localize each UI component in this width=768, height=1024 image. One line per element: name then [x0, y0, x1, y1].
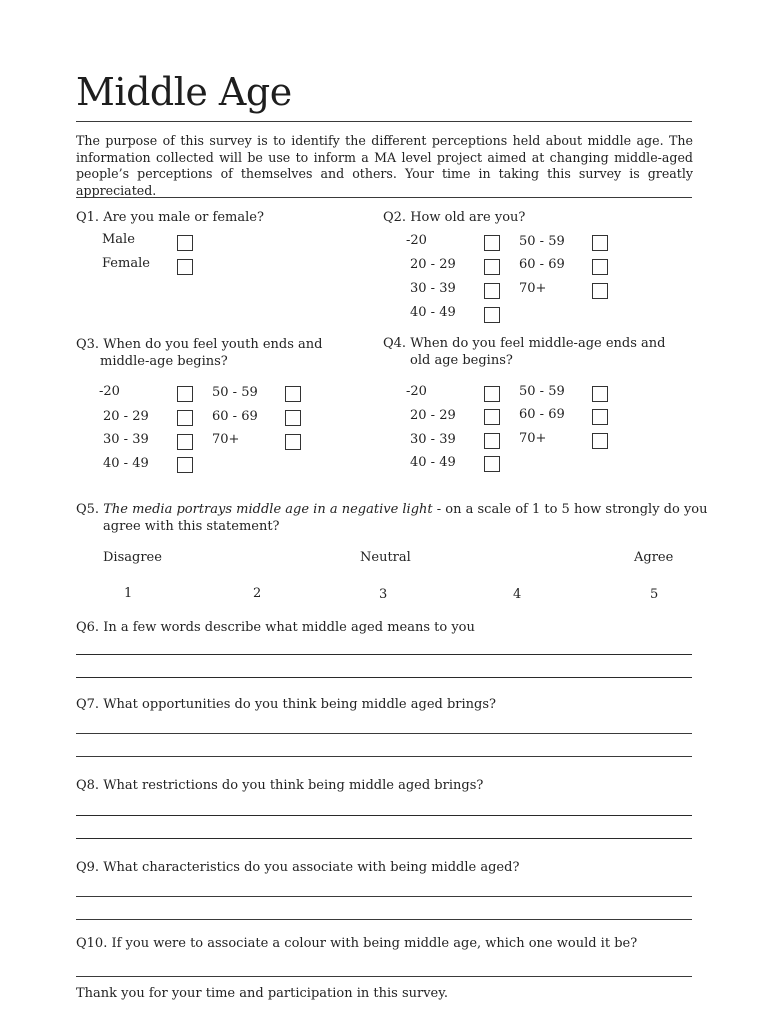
q2-checkbox[interactable]	[484, 283, 500, 299]
q3-label: Q3. When do you feel youth ends and	[76, 337, 323, 352]
q2-checkbox[interactable]	[484, 307, 500, 323]
q3-checkbox[interactable]	[285, 386, 301, 402]
q9-answer-line[interactable]	[76, 919, 692, 920]
q3-option: 40 - 49	[103, 456, 149, 471]
q5-scale-agree: Agree	[634, 550, 674, 565]
intro-paragraph: The purpose of this survey is to identify the different perceptions held about middle age. The information collected will be use to inform a MA level project aimed at changing middle-aged people’s perceptions of themselves and others. Your time in taking this survey is greatly appreciated.	[76, 133, 693, 198]
q2-option: 70+	[519, 281, 547, 296]
title-divider	[76, 121, 692, 122]
q4-option: 30 - 39	[410, 432, 456, 447]
q2-checkbox[interactable]	[592, 283, 608, 299]
q9-label: Q9. What characteristics do you associate with being middle aged?	[76, 860, 520, 875]
q5-label	[76, 501, 708, 518]
q3-label-continued: middle-age begins?	[100, 354, 228, 369]
q4-checkbox[interactable]	[592, 409, 608, 425]
q3-option: 30 - 39	[103, 432, 149, 447]
q5-scale-neutral: Neutral	[360, 550, 411, 565]
q2-option: -20	[406, 233, 427, 248]
q1-option-female: Female	[102, 256, 150, 271]
q2-option: 60 - 69	[519, 257, 565, 272]
q3-option: 60 - 69	[212, 409, 258, 424]
q4-checkbox[interactable]	[592, 386, 608, 402]
q5-scale-option-5[interactable]: 5	[650, 587, 659, 602]
q10-answer-line[interactable]	[76, 976, 692, 977]
intro-divider	[76, 197, 692, 198]
q3-option: 50 - 59	[212, 385, 258, 400]
q1-label: Q1. Are you male or female?	[76, 210, 264, 225]
q6-answer-line[interactable]	[76, 677, 692, 678]
q6-label: Q6. In a few words describe what middle aged means to you	[76, 620, 475, 635]
q10-label: Q10. If you were to associate a colour with being middle age, which one would it be?	[76, 936, 638, 951]
q4-option: 60 - 69	[519, 407, 565, 422]
q1-checkbox-male[interactable]	[177, 235, 193, 251]
q4-option: 20 - 29	[410, 408, 456, 423]
q3-checkbox[interactable]	[177, 386, 193, 402]
q5-scale-option-3[interactable]: 3	[379, 587, 388, 602]
q4-checkbox[interactable]	[484, 433, 500, 449]
q9-answer-line[interactable]	[76, 896, 692, 897]
q2-option: 30 - 39	[410, 281, 456, 296]
q3-checkbox[interactable]	[285, 410, 301, 426]
q5-scale-option-4[interactable]: 4	[513, 587, 522, 602]
q8-label: Q8. What restrictions do you think being middle aged brings?	[76, 778, 484, 793]
page-title: Middle Age	[76, 70, 292, 114]
q4-option: -20	[406, 384, 427, 399]
q7-answer-line[interactable]	[76, 733, 692, 734]
q5-suffix: - on a scale of 1 to 5 how strongly do you	[432, 502, 708, 517]
q2-label: Q2. How old are you?	[383, 210, 526, 225]
q5-scale-disagree: Disagree	[103, 550, 162, 565]
q3-checkbox[interactable]	[177, 457, 193, 473]
q5-scale-option-1[interactable]: 1	[124, 586, 133, 601]
q5-label-continued: agree with this statement?	[103, 519, 280, 534]
q4-checkbox[interactable]	[484, 409, 500, 425]
q4-option: 40 - 49	[410, 455, 456, 470]
q3-option: 70+	[212, 432, 240, 447]
q4-label-continued: old age begins?	[410, 353, 513, 368]
q2-checkbox[interactable]	[484, 235, 500, 251]
q5-statement: The media portrays middle age in a negative light	[103, 502, 433, 517]
q5-scale-option-2[interactable]: 2	[253, 586, 262, 601]
q2-checkbox[interactable]	[592, 259, 608, 275]
q4-checkbox[interactable]	[484, 456, 500, 472]
q1-option-male: Male	[102, 232, 135, 247]
q3-checkbox[interactable]	[285, 434, 301, 450]
q3-checkbox[interactable]	[177, 434, 193, 450]
q2-option: 50 - 59	[519, 234, 565, 249]
q5-prefix: Q5.	[76, 502, 104, 517]
thank-you-note: Thank you for your time and participation in this survey.	[76, 986, 448, 1001]
q7-answer-line[interactable]	[76, 756, 692, 757]
q3-option: -20	[99, 384, 120, 399]
q3-option: 20 - 29	[103, 409, 149, 424]
q7-label: Q7. What opportunities do you think being middle aged brings?	[76, 697, 497, 712]
q4-option: 50 - 59	[519, 384, 565, 399]
q2-checkbox[interactable]	[484, 259, 500, 275]
q4-option: 70+	[519, 431, 547, 446]
q1-checkbox-female[interactable]	[177, 259, 193, 275]
q8-answer-line[interactable]	[76, 815, 692, 816]
q6-answer-line[interactable]	[76, 654, 692, 655]
q3-checkbox[interactable]	[177, 410, 193, 426]
q4-checkbox[interactable]	[484, 386, 500, 402]
q2-option: 20 - 29	[410, 257, 456, 272]
q8-answer-line[interactable]	[76, 838, 692, 839]
q4-checkbox[interactable]	[592, 433, 608, 449]
q2-checkbox[interactable]	[592, 235, 608, 251]
q4-label: Q4. When do you feel middle-age ends and	[383, 336, 666, 351]
q2-option: 40 - 49	[410, 305, 456, 320]
